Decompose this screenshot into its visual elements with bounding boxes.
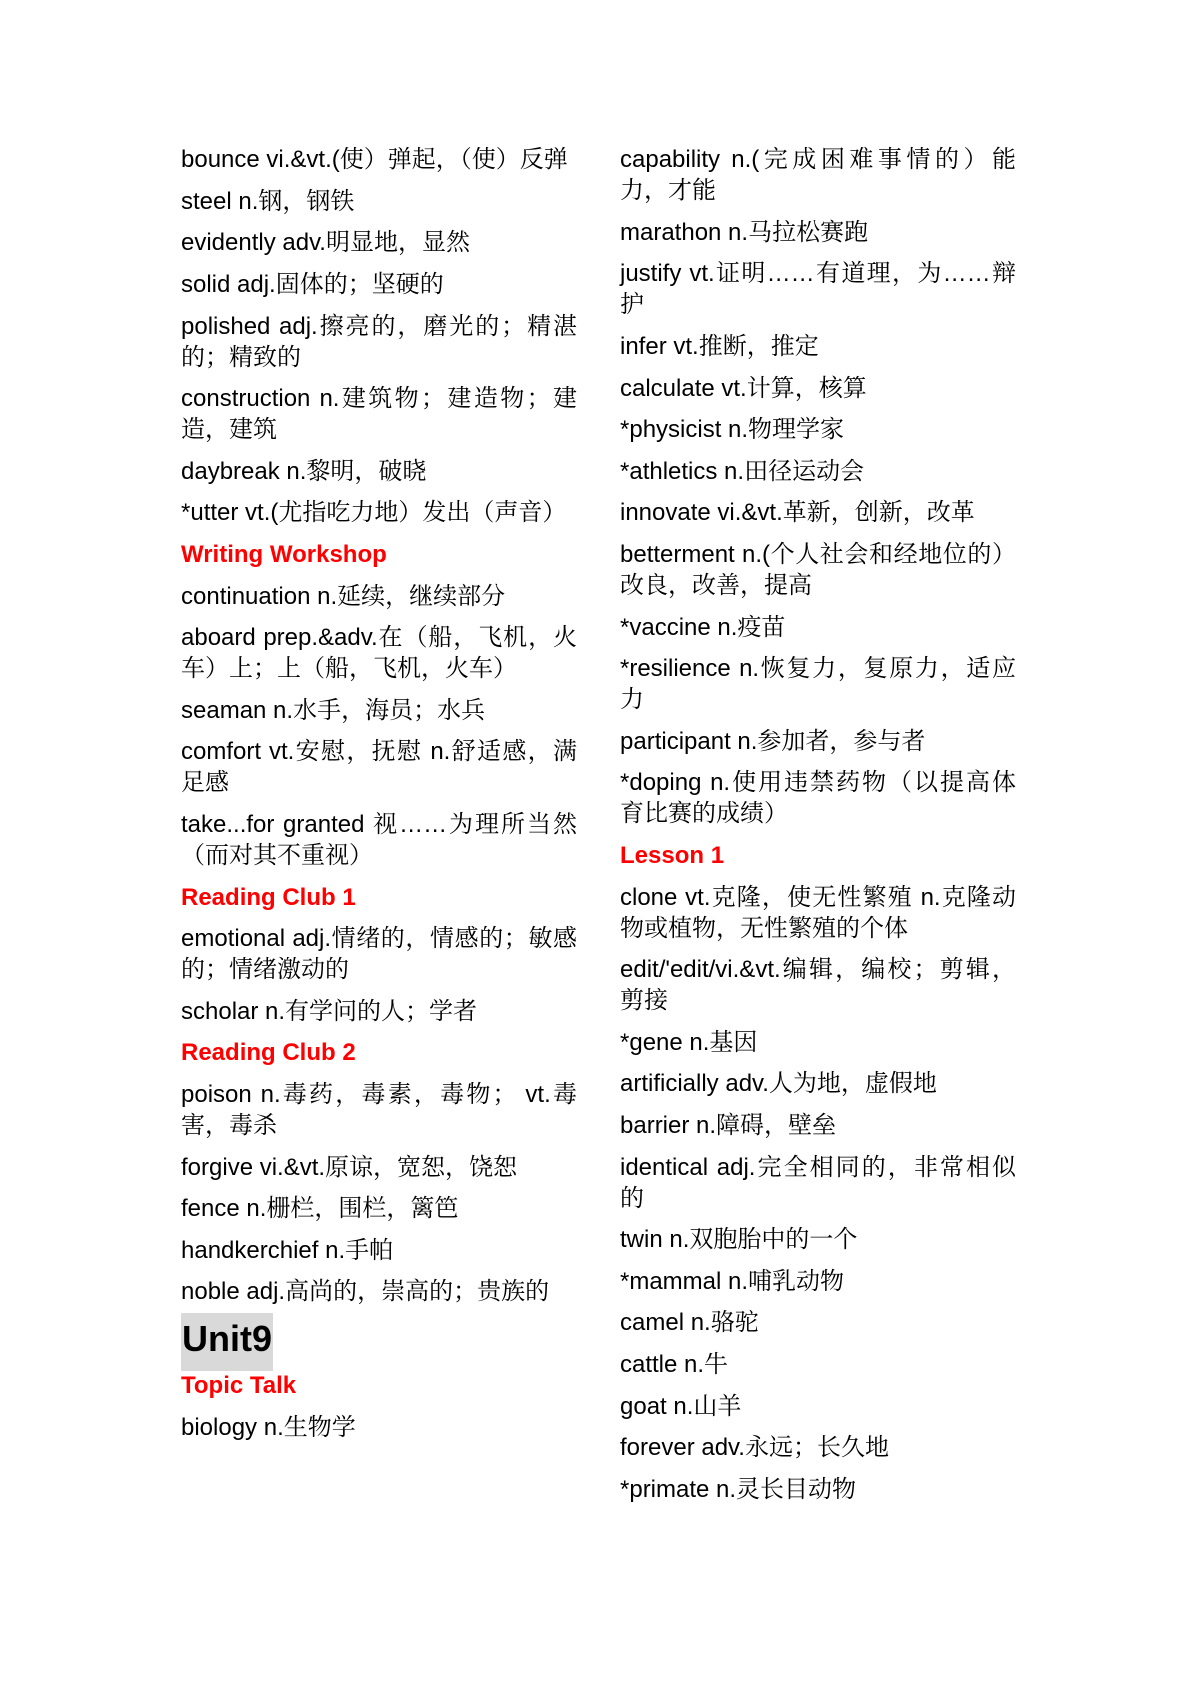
vocab-entry: participant n.参加者，参与者 xyxy=(620,727,926,755)
vocab-entry: calculate vt.计算，核算 xyxy=(620,374,867,402)
vocab-entry: poison n.毒药，毒素，毒物； vt.毒害，毒杀 xyxy=(181,1080,577,1139)
vocab-entry: continuation n.延续，继续部分 xyxy=(181,582,506,610)
vocab-entry: daybreak n.黎明，破晓 xyxy=(181,457,427,485)
vocab-entry: *primate n.灵长目动物 xyxy=(620,1475,857,1503)
vocab-entry: camel n.骆驼 xyxy=(620,1309,759,1337)
vocab-entry: polished adj.擦亮的，磨光的；精湛的；精致的 xyxy=(181,312,577,371)
section-heading: Writing Workshop xyxy=(181,541,387,569)
vocab-entry: betterment n.(个人社会和经地位的）改良，改善，提高 xyxy=(620,541,1016,600)
vocab-entry: solid adj.固体的；坚硬的 xyxy=(181,271,444,299)
vocab-entry: construction n.建筑物；建造物；建造，建筑 xyxy=(181,385,577,444)
vocab-entry: noble adj.高尚的，崇高的；贵族的 xyxy=(181,1278,550,1306)
vocab-entry: artificially adv.人为地，虚假地 xyxy=(620,1070,937,1098)
vocab-entry: *doping n.使用违禁药物（以提高体育比赛的成绩） xyxy=(620,769,1016,828)
vocab-entry: evidently adv.明显地，显然 xyxy=(181,229,470,257)
section-heading: Reading Club 1 xyxy=(181,883,356,911)
vocab-entry: scholar n.有学问的人；学者 xyxy=(181,997,478,1025)
section-heading: Lesson 1 xyxy=(620,842,725,870)
vocab-entry: cattle n.牛 xyxy=(620,1350,729,1378)
vocab-entry: forever adv.永远；长久地 xyxy=(620,1434,889,1462)
vocab-entry: forgive vi.&vt.原谅，宽恕，饶恕 xyxy=(181,1153,518,1181)
vocab-entry: identical adj.完全相同的，非常相似的 xyxy=(620,1153,1016,1212)
vocab-entry: capability n.(完成困难事情的）能力，才能 xyxy=(620,146,1016,205)
vocab-entry: aboard prep.&adv.在（船，飞机，火车）上；上（船，飞机，火车） xyxy=(181,624,577,683)
vocab-entry: justify vt.证明……有道理，为……辩护 xyxy=(620,260,1016,319)
vocab-entry: take...for granted 视……为理所当然（而对其不重视） xyxy=(181,811,577,870)
left-column xyxy=(181,139,577,1448)
vocab-entry: fence n.栅栏，围栏，篱笆 xyxy=(181,1195,459,1223)
vocab-entry: clone vt.克隆，使无性繁殖 n.克隆动物或植物，无性繁殖的个体 xyxy=(620,883,1016,942)
vocab-entry: *gene n.基因 xyxy=(620,1028,758,1056)
vocab-entry: edit/'edit/vi.&vt.编辑，编校；剪辑，剪接 xyxy=(620,956,1016,1015)
vocab-entry: *resilience n.恢复力，复原力，适应力 xyxy=(620,655,1016,714)
right-column xyxy=(620,139,1016,1510)
vocab-entry: bounce vi.&vt.(使）弹起，（使）反弹 xyxy=(181,146,568,174)
section-heading: Reading Club 2 xyxy=(181,1039,356,1067)
vocab-entry: comfort vt.安慰，抚慰 n.舒适感，满足感 xyxy=(181,738,577,797)
unit-title: Unit9 xyxy=(181,1313,273,1371)
vocab-entry: *vaccine n.疫苗 xyxy=(620,613,786,641)
vocab-entry: *utter vt.(尤指吃力地）发出（声音） xyxy=(181,499,567,527)
vocab-entry: innovate vi.&vt.革新，创新，改革 xyxy=(620,499,975,527)
vocab-entry: *athletics n.田径运动会 xyxy=(620,457,865,485)
vocab-entry: twin n.双胞胎中的一个 xyxy=(620,1226,858,1254)
vocab-entry: steel n.钢，钢铁 xyxy=(181,187,355,215)
vocab-entry: goat n.山羊 xyxy=(620,1392,742,1420)
vocab-entry: handkerchief n.手帕 xyxy=(181,1236,394,1264)
vocab-entry: *physicist n.物理学家 xyxy=(620,416,845,444)
vocab-entry: marathon n.马拉松赛跑 xyxy=(620,218,869,246)
vocab-entry: barrier n.障碍，壁垒 xyxy=(620,1111,837,1139)
vocab-entry: emotional adj.情绪的，情感的；敏感的；情绪激动的 xyxy=(181,925,577,984)
unit-heading xyxy=(181,1313,577,1365)
section-heading: Topic Talk xyxy=(181,1371,297,1399)
vocab-entry: infer vt.推断，推定 xyxy=(620,333,819,361)
vocab-entry: biology n.生物学 xyxy=(181,1413,356,1441)
vocab-entry: seaman n.水手，海员；水兵 xyxy=(181,696,486,724)
vocab-entry: *mammal n.哺乳动物 xyxy=(620,1267,845,1295)
